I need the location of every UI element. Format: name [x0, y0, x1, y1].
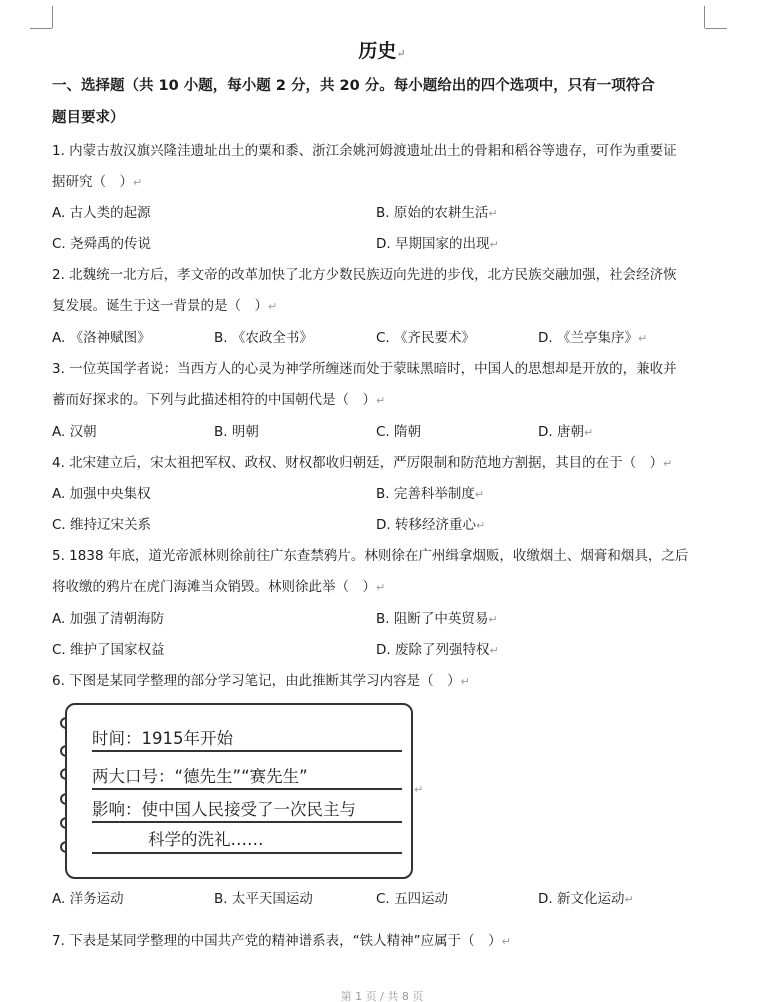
option-text: B. 阻断了中英贸易 — [376, 611, 489, 627]
option: C. 维持辽宋关系 — [52, 517, 152, 533]
notes-impact-cont: 科学的洗礼…… — [148, 830, 264, 849]
stem-text: 1. 内蒙古敖汉旗兴隆洼遗址出土的粟和黍、浙江余姚河姆渡遗址出土的骨耜和稻谷等遗存，可作为重要证 — [52, 143, 677, 159]
paragraph-mark: ↵ — [460, 675, 470, 688]
stem-text: 2. 北魏统一北方后，孝文帝的改革加快了北方少数民族迈向先进的步伐，北方民族交融加强，社会经济恢 — [52, 267, 677, 283]
option: C. 五四运动 — [376, 891, 449, 907]
question-stem — [52, 296, 712, 317]
spiral-ring-icon — [57, 816, 73, 830]
paragraph-mark: ↵ — [488, 613, 498, 626]
option — [376, 640, 499, 661]
question-stem — [52, 265, 712, 285]
paragraph-mark: ↵ — [489, 238, 499, 251]
stem-text: 据研究（ ） — [52, 174, 133, 190]
section-heading-line: 一、选择题（共 10 小题，每小题 2 分，共 20 分。每小题给出的四个选项中，只有一项符合 — [52, 78, 655, 94]
paragraph-mark: ↵ — [637, 332, 648, 345]
option: B. 《农政全书》 — [214, 330, 313, 346]
option-text: D. 《兰亭集序》 — [538, 330, 638, 346]
notes-slogans: 两大口号：“德先生”“赛先生” — [92, 767, 308, 786]
stem-text: 7. 下表是某同学整理的中国共产党的精神谱系表，“铁人精神”应属于（ ） — [52, 933, 502, 949]
stem-text: 复发展。诞生于这一背景的是（ ） — [52, 298, 268, 314]
option: A. 汉朝 — [52, 424, 97, 440]
paragraph-mark: ↵ — [663, 457, 673, 470]
question-stem — [52, 141, 712, 161]
stem-text: 将收缴的鸦片在虎门海滩当众销毁。林则徐此举（ ） — [52, 579, 376, 595]
option — [376, 609, 498, 630]
question-stem — [52, 671, 712, 692]
title-text: 历史 — [358, 40, 397, 62]
section-heading — [52, 70, 712, 102]
question-stem — [52, 390, 712, 411]
option: A. 《洛神赋图》 — [52, 330, 151, 346]
option: A. 加强中央集权 — [52, 486, 151, 502]
paragraph-mark: ↵ — [474, 488, 485, 501]
option: B. 太平天国运动 — [214, 891, 313, 907]
stem-text: 5. 1838 年底，道光帝派林则徐前往广东查禁鸦片。林则徐在广州缉拿烟贩，收缴烟土、烟膏和烟具，之后 — [52, 548, 689, 564]
paragraph-mark: ↵ — [268, 300, 278, 313]
study-notes-figure — [65, 703, 413, 879]
paragraph-mark: ↵ — [489, 644, 499, 657]
paragraph-mark: ↵ — [583, 426, 594, 439]
question-stem — [52, 453, 712, 474]
notes-rule — [92, 788, 402, 790]
option: C. 《齐民要术》 — [376, 330, 476, 346]
paragraph-mark: ↵ — [501, 935, 511, 948]
option: A. 洋务运动 — [52, 891, 124, 907]
notes-impact: 影响：使中国人民接受了一次民主与 — [92, 800, 356, 819]
option: A. 古人类的起源 — [52, 205, 151, 221]
notes-rule — [92, 852, 402, 854]
question-stem — [52, 931, 712, 952]
paragraph-mark: ↵ — [396, 47, 406, 60]
spiral-ring-icon — [57, 744, 73, 758]
option: A. 加强了清朝海防 — [52, 611, 165, 627]
notes-time: 时间：1915年开始 — [92, 729, 233, 748]
paragraph-mark: ↵ — [488, 207, 498, 220]
option — [376, 203, 498, 224]
notes-rule — [92, 750, 402, 752]
notes-rule — [92, 821, 402, 823]
page-footer: 第 1 页 / 共 8 页 — [340, 990, 424, 1002]
option-text: D. 新文化运动 — [538, 891, 625, 907]
option — [376, 515, 485, 536]
option — [538, 422, 593, 443]
question-stem — [52, 359, 712, 379]
option-text: B. 完善科举制度 — [376, 486, 475, 502]
option-text: D. 废除了列强特权 — [376, 642, 490, 658]
page-title — [0, 36, 764, 63]
paragraph-mark: ↵ — [133, 176, 143, 189]
question-stem — [52, 172, 712, 193]
stem-text: 4. 北宋建立后，宋太祖把军权、政权、财权都收归朝廷，严厉限制和防范地方割据，其目的在于（ ） — [52, 455, 664, 471]
paragraph-mark: ↵ — [624, 893, 634, 906]
paragraph-mark: ↵ — [376, 394, 386, 407]
option: C. 隋朝 — [376, 424, 422, 440]
stem-text: 3. 一位英国学者说：当西方人的心灵为神学所缠迷而处于蒙昧黑暗时，中国人的思想却是开放的，兼收并 — [52, 361, 677, 377]
spiral-ring-icon — [57, 792, 73, 806]
option: C. 尧舜禹的传说 — [52, 236, 152, 252]
question-stem — [52, 546, 712, 566]
spiral-ring-icon — [57, 840, 73, 854]
option — [376, 484, 484, 505]
crop-mark — [705, 28, 727, 29]
section-heading-line: 题目要求） — [52, 110, 125, 126]
paragraph-mark: ↵ — [475, 519, 486, 532]
paragraph-mark: ↵ — [414, 783, 424, 796]
spiral-ring-icon — [57, 716, 73, 730]
option-text: D. 早期国家的出现 — [376, 236, 490, 252]
section-heading — [52, 102, 712, 134]
crop-mark — [52, 6, 53, 28]
option-text: B. 原始的农耕生活 — [376, 205, 489, 221]
crop-mark — [30, 28, 52, 29]
spiral-ring-icon — [57, 767, 73, 781]
question-stem — [52, 577, 712, 598]
option — [538, 328, 647, 349]
crop-mark — [704, 6, 705, 28]
option: C. 维护了国家权益 — [52, 642, 165, 658]
paragraph-mark: ↵ — [376, 581, 386, 594]
stem-text: 6. 下图是某同学整理的部分学习笔记，由此推断其学习内容是（ ） — [52, 673, 461, 689]
option-text: D. 唐朝 — [538, 424, 584, 440]
stem-text: 蓄而好探求的。下列与此描述相符的中国朝代是（ ） — [52, 392, 376, 408]
option — [538, 889, 634, 910]
option: B. 明朝 — [214, 424, 259, 440]
option-text: D. 转移经济重心 — [376, 517, 476, 533]
option — [376, 234, 499, 255]
